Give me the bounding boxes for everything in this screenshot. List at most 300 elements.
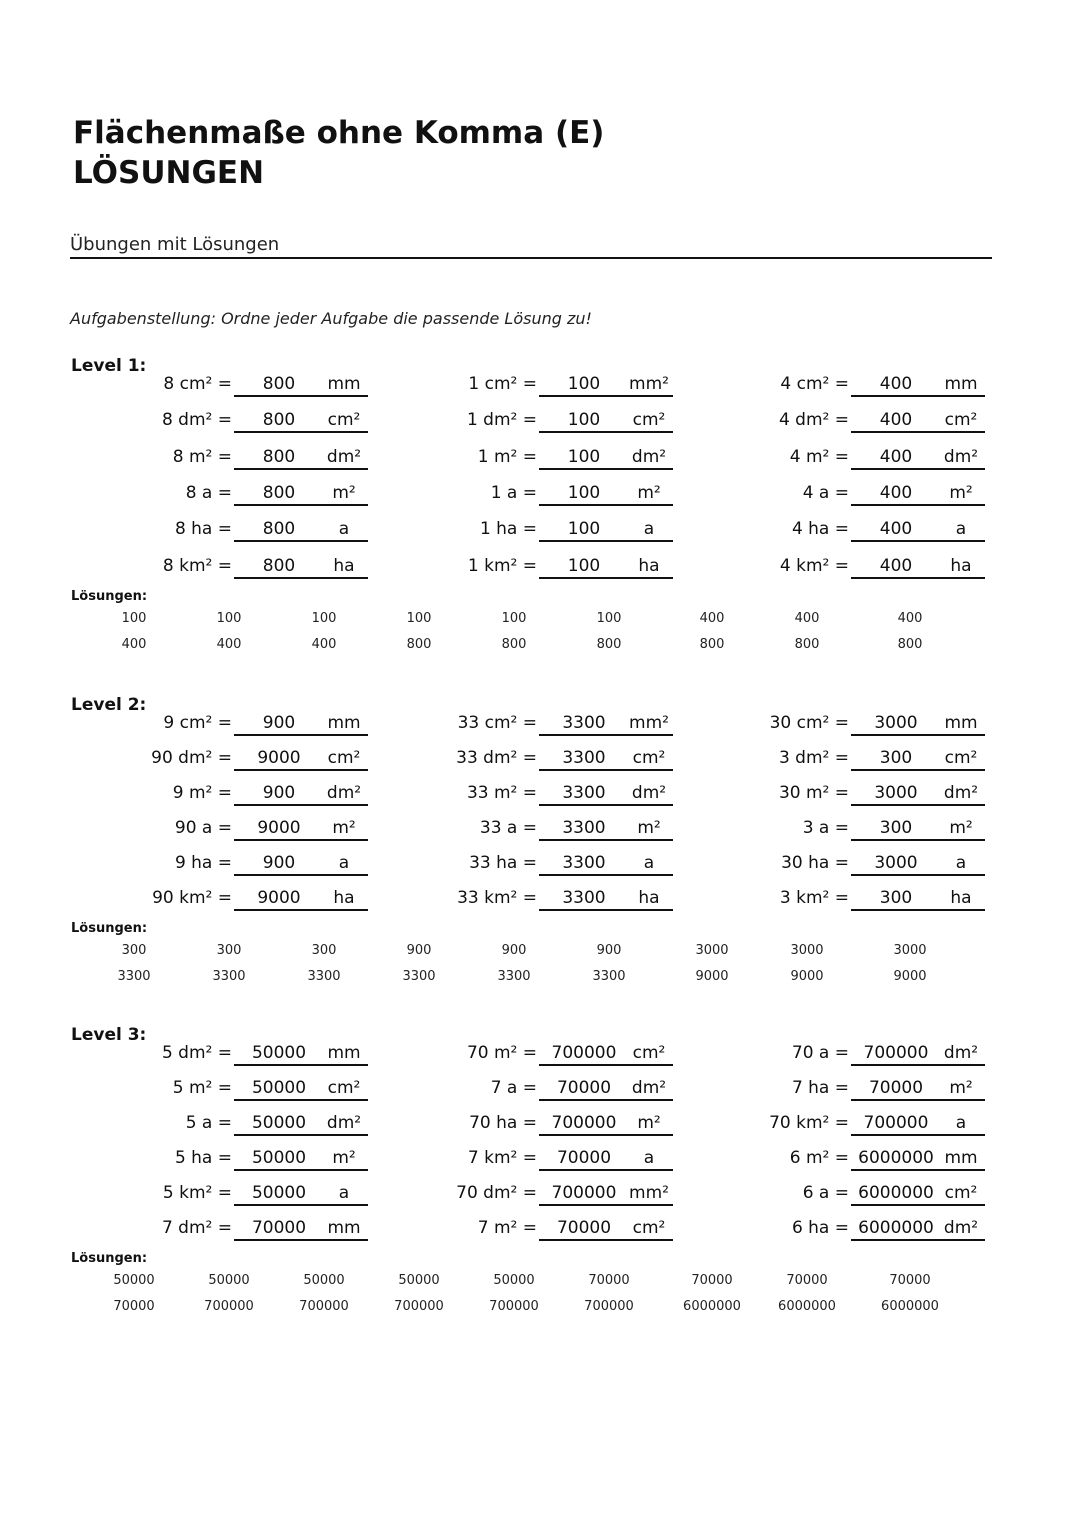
answer-value: 400 xyxy=(879,447,913,467)
answer-unit: cm² xyxy=(327,748,361,768)
answer-blank xyxy=(851,745,985,771)
answer-value: 300 xyxy=(879,818,913,838)
answer-blank xyxy=(234,407,368,433)
exercise-row xyxy=(687,444,987,470)
solution-value: 300 xyxy=(216,943,242,958)
exercise-row xyxy=(70,1110,370,1136)
exercise-prompt: 30 cm² = xyxy=(769,713,849,733)
exercise-prompt: 5 a = xyxy=(185,1113,232,1133)
answer-unit: ha xyxy=(950,556,972,576)
answer-value: 50000 xyxy=(251,1078,307,1098)
answer-blank xyxy=(539,850,673,876)
solutions-row-1 xyxy=(70,610,1010,630)
answer-value: 70000 xyxy=(556,1148,612,1168)
exercise-prompt: 90 dm² = xyxy=(151,748,232,768)
answer-value: 50000 xyxy=(251,1148,307,1168)
page-title-line-1: Flächenmaße ohne Komma (E) xyxy=(73,115,605,151)
exercise-prompt: 4 cm² = xyxy=(780,374,849,394)
answer-blank xyxy=(234,745,368,771)
answer-blank xyxy=(539,553,673,579)
answer-unit: cm² xyxy=(632,410,666,430)
exercise-prompt: 9 m² = xyxy=(172,783,232,803)
solution-value: 50000 xyxy=(493,1273,535,1288)
solution-value: 50000 xyxy=(208,1273,250,1288)
exercise-row xyxy=(70,710,370,736)
exercise-prompt: 6 a = xyxy=(802,1183,849,1203)
answer-value: 6000000 xyxy=(858,1148,934,1168)
answer-blank xyxy=(539,371,673,397)
exercise-row xyxy=(70,780,370,806)
answer-value: 800 xyxy=(262,556,296,576)
exercise-prompt: 33 a = xyxy=(479,818,537,838)
exercise-prompt: 5 km² = xyxy=(162,1183,232,1203)
answer-value: 70000 xyxy=(556,1078,612,1098)
exercise-prompt: 70 m² = xyxy=(466,1043,537,1063)
answer-value: 50000 xyxy=(251,1043,307,1063)
exercise-row xyxy=(687,371,987,397)
exercise-prompt: 33 dm² = xyxy=(456,748,537,768)
solution-value: 700000 xyxy=(584,1299,634,1314)
answer-unit: a xyxy=(643,853,655,873)
answer-value: 9000 xyxy=(257,888,301,908)
answer-blank xyxy=(539,710,673,736)
answer-unit: m² xyxy=(332,483,356,503)
answer-value: 3300 xyxy=(562,818,606,838)
exercise-prompt: 1 km² = xyxy=(467,556,537,576)
answer-unit: a xyxy=(338,519,350,539)
answer-blank xyxy=(234,516,368,542)
answer-unit: ha xyxy=(333,888,355,908)
exercise-prompt: 5 dm² = xyxy=(161,1043,232,1063)
answer-value: 3300 xyxy=(562,713,606,733)
page-subtitle: Übungen mit Lösungen xyxy=(70,233,992,259)
exercise-row xyxy=(375,780,675,806)
answer-unit: a xyxy=(643,1148,655,1168)
solution-value: 900 xyxy=(501,943,527,958)
answer-blank xyxy=(539,780,673,806)
answer-value: 800 xyxy=(262,483,296,503)
solutions-label: Lösungen: xyxy=(71,589,148,604)
solution-value: 800 xyxy=(501,637,527,652)
exercise-row xyxy=(687,1040,987,1066)
solutions-label: Lösungen: xyxy=(71,921,148,936)
answer-value: 70000 xyxy=(251,1218,307,1238)
exercise-prompt: 5 m² = xyxy=(172,1078,232,1098)
exercise-prompt: 8 km² = xyxy=(162,556,232,576)
answer-value: 400 xyxy=(879,556,913,576)
answer-blank xyxy=(234,885,368,911)
answer-blank xyxy=(234,1040,368,1066)
exercise-prompt: 33 ha = xyxy=(469,853,537,873)
answer-value: 3000 xyxy=(874,853,918,873)
solution-value: 6000000 xyxy=(778,1299,836,1314)
exercise-row xyxy=(70,815,370,841)
answer-unit: mm xyxy=(327,713,361,733)
answer-unit: mm xyxy=(944,1148,978,1168)
answer-value: 100 xyxy=(567,483,601,503)
exercise-row xyxy=(375,1075,675,1101)
solution-value: 70000 xyxy=(113,1299,155,1314)
answer-value: 700000 xyxy=(551,1043,617,1063)
exercise-prompt: 7 m² = xyxy=(477,1218,537,1238)
exercise-row xyxy=(375,1145,675,1171)
answer-blank xyxy=(234,1180,368,1206)
solution-value: 3300 xyxy=(117,969,151,984)
exercise-row xyxy=(70,407,370,433)
solution-value: 3300 xyxy=(402,969,436,984)
answer-unit: cm² xyxy=(632,1218,666,1238)
answer-unit: dm² xyxy=(326,783,362,803)
answer-unit: ha xyxy=(950,888,972,908)
answer-unit: m² xyxy=(637,818,661,838)
answer-unit: dm² xyxy=(326,1113,362,1133)
exercise-prompt: 9 ha = xyxy=(174,853,232,873)
exercise-row xyxy=(375,1110,675,1136)
answer-blank xyxy=(234,1145,368,1171)
exercise-row xyxy=(70,850,370,876)
solution-value: 3300 xyxy=(212,969,246,984)
answer-blank xyxy=(539,1215,673,1241)
answer-value: 70000 xyxy=(868,1078,924,1098)
answer-value: 700000 xyxy=(551,1113,617,1133)
exercise-prompt: 7 a = xyxy=(490,1078,537,1098)
answer-blank xyxy=(851,1040,985,1066)
solution-value: 3300 xyxy=(497,969,531,984)
solution-value: 800 xyxy=(699,637,725,652)
exercise-row xyxy=(687,780,987,806)
answer-blank xyxy=(539,407,673,433)
answer-unit: mm xyxy=(327,374,361,394)
exercise-prompt: 8 ha = xyxy=(174,519,232,539)
answer-unit: a xyxy=(643,519,655,539)
solution-value: 9000 xyxy=(790,969,824,984)
exercise-row xyxy=(687,850,987,876)
answer-unit: dm² xyxy=(631,1078,667,1098)
answer-value: 100 xyxy=(567,374,601,394)
exercise-row xyxy=(687,815,987,841)
solution-value: 100 xyxy=(121,611,147,626)
exercise-row xyxy=(687,553,987,579)
page-title xyxy=(73,113,604,193)
answer-value: 800 xyxy=(262,410,296,430)
exercise-prompt: 7 dm² = xyxy=(161,1218,232,1238)
exercise-row xyxy=(375,407,675,433)
answer-unit: m² xyxy=(637,1113,661,1133)
answer-unit: a xyxy=(955,1113,967,1133)
exercise-prompt: 7 ha = xyxy=(791,1078,849,1098)
answer-unit: mm² xyxy=(629,713,669,733)
solution-value: 800 xyxy=(794,637,820,652)
exercise-row xyxy=(375,1180,675,1206)
exercise-prompt: 1 a = xyxy=(490,483,537,503)
answer-value: 50000 xyxy=(251,1113,307,1133)
exercise-row xyxy=(375,444,675,470)
task-instruction: Aufgabenstellung: Ordne jeder Aufgabe die passende Lösung zu! xyxy=(70,309,592,328)
answer-unit: mm xyxy=(327,1218,361,1238)
answer-blank xyxy=(234,371,368,397)
exercise-prompt: 3 km² = xyxy=(779,888,849,908)
answer-unit: mm xyxy=(944,713,978,733)
solution-value: 3000 xyxy=(893,943,927,958)
answer-blank xyxy=(539,885,673,911)
exercise-prompt: 90 a = xyxy=(174,818,232,838)
answer-value: 300 xyxy=(879,748,913,768)
solution-value: 70000 xyxy=(786,1273,828,1288)
level-heading: Level 2: xyxy=(71,695,147,715)
exercise-row xyxy=(687,885,987,911)
answer-blank xyxy=(234,1075,368,1101)
answer-unit: dm² xyxy=(631,447,667,467)
solution-value: 400 xyxy=(216,637,242,652)
answer-value: 900 xyxy=(262,853,296,873)
solution-value: 70000 xyxy=(691,1273,733,1288)
exercise-prompt: 4 ha = xyxy=(791,519,849,539)
solution-value: 100 xyxy=(216,611,242,626)
exercise-prompt: 4 m² = xyxy=(789,447,849,467)
answer-unit: dm² xyxy=(943,783,979,803)
solution-value: 100 xyxy=(596,611,622,626)
answer-unit: m² xyxy=(949,483,973,503)
answer-unit: m² xyxy=(949,818,973,838)
exercise-prompt: 1 dm² = xyxy=(466,410,537,430)
solution-value: 800 xyxy=(897,637,923,652)
answer-value: 100 xyxy=(567,556,601,576)
solution-value: 400 xyxy=(794,611,820,626)
exercise-row xyxy=(70,480,370,506)
exercise-prompt: 1 m² = xyxy=(477,447,537,467)
answer-blank xyxy=(851,444,985,470)
exercise-prompt: 5 ha = xyxy=(174,1148,232,1168)
answer-blank xyxy=(851,815,985,841)
exercise-prompt: 8 cm² = xyxy=(163,374,232,394)
solution-value: 70000 xyxy=(889,1273,931,1288)
answer-value: 3300 xyxy=(562,888,606,908)
solution-value: 400 xyxy=(311,637,337,652)
exercise-prompt: 6 m² = xyxy=(789,1148,849,1168)
solution-value: 6000000 xyxy=(881,1299,939,1314)
exercise-row xyxy=(70,1145,370,1171)
solution-value: 400 xyxy=(699,611,725,626)
solutions-label: Lösungen: xyxy=(71,1251,148,1266)
exercise-prompt: 70 dm² = xyxy=(456,1183,537,1203)
answer-blank xyxy=(851,516,985,542)
exercise-row xyxy=(70,885,370,911)
solution-value: 400 xyxy=(121,637,147,652)
answer-blank xyxy=(539,815,673,841)
level-section-3 xyxy=(70,1024,1010,1344)
exercise-prompt: 6 ha = xyxy=(791,1218,849,1238)
answer-blank xyxy=(851,1145,985,1171)
exercise-row xyxy=(375,885,675,911)
exercise-prompt: 8 a = xyxy=(185,483,232,503)
solution-value: 100 xyxy=(501,611,527,626)
answer-unit: ha xyxy=(638,556,660,576)
exercise-prompt: 1 cm² = xyxy=(468,374,537,394)
solution-value: 3000 xyxy=(695,943,729,958)
level-section-1 xyxy=(70,355,1010,675)
answer-value: 100 xyxy=(567,447,601,467)
exercise-row xyxy=(70,444,370,470)
exercise-row xyxy=(70,1040,370,1066)
answer-value: 900 xyxy=(262,713,296,733)
solution-value: 9000 xyxy=(893,969,927,984)
answer-value: 400 xyxy=(879,410,913,430)
answer-unit: dm² xyxy=(943,1043,979,1063)
answer-unit: dm² xyxy=(631,783,667,803)
answer-unit: ha xyxy=(638,888,660,908)
solution-value: 700000 xyxy=(299,1299,349,1314)
answer-value: 700000 xyxy=(863,1113,929,1133)
exercise-row xyxy=(375,480,675,506)
answer-unit: m² xyxy=(949,1078,973,1098)
exercise-row xyxy=(375,710,675,736)
answer-unit: mm² xyxy=(629,1183,669,1203)
solution-value: 50000 xyxy=(303,1273,345,1288)
answer-value: 6000000 xyxy=(858,1183,934,1203)
answer-blank xyxy=(234,1215,368,1241)
answer-blank xyxy=(539,745,673,771)
exercise-prompt: 70 a = xyxy=(791,1043,849,1063)
answer-value: 400 xyxy=(879,519,913,539)
answer-unit: mm xyxy=(327,1043,361,1063)
exercise-row xyxy=(70,1180,370,1206)
answer-blank xyxy=(234,480,368,506)
solutions-row-2 xyxy=(70,968,1010,988)
solution-value: 300 xyxy=(121,943,147,958)
exercise-prompt: 8 m² = xyxy=(172,447,232,467)
answer-blank xyxy=(539,516,673,542)
answer-blank xyxy=(851,850,985,876)
exercise-row xyxy=(70,516,370,542)
answer-blank xyxy=(851,885,985,911)
level-heading: Level 3: xyxy=(71,1025,147,1045)
solutions-row-1 xyxy=(70,942,1010,962)
answer-blank xyxy=(851,371,985,397)
solution-value: 50000 xyxy=(398,1273,440,1288)
solution-value: 800 xyxy=(596,637,622,652)
answer-unit: a xyxy=(338,853,350,873)
answer-value: 400 xyxy=(879,483,913,503)
solution-value: 900 xyxy=(406,943,432,958)
answer-blank xyxy=(539,1110,673,1136)
answer-value: 9000 xyxy=(257,748,301,768)
answer-blank xyxy=(851,407,985,433)
solutions-row-2 xyxy=(70,636,1010,656)
exercise-prompt: 33 cm² = xyxy=(457,713,537,733)
solution-value: 3000 xyxy=(790,943,824,958)
answer-blank xyxy=(234,444,368,470)
exercise-row xyxy=(375,371,675,397)
exercise-row xyxy=(70,553,370,579)
exercise-row xyxy=(70,745,370,771)
exercise-row xyxy=(687,1145,987,1171)
answer-blank xyxy=(851,780,985,806)
answer-blank xyxy=(539,1145,673,1171)
answer-blank xyxy=(539,1075,673,1101)
exercise-prompt: 70 ha = xyxy=(469,1113,537,1133)
answer-value: 700000 xyxy=(551,1183,617,1203)
exercise-row xyxy=(375,850,675,876)
answer-value: 800 xyxy=(262,447,296,467)
answer-unit: cm² xyxy=(632,748,666,768)
solution-value: 100 xyxy=(311,611,337,626)
answer-blank xyxy=(234,815,368,841)
exercise-row xyxy=(687,710,987,736)
exercise-row xyxy=(375,516,675,542)
exercise-row xyxy=(687,1180,987,1206)
answer-unit: dm² xyxy=(943,1218,979,1238)
answer-value: 3000 xyxy=(874,783,918,803)
answer-value: 3300 xyxy=(562,853,606,873)
exercise-row xyxy=(70,1215,370,1241)
answer-blank xyxy=(851,553,985,579)
exercise-row xyxy=(375,815,675,841)
answer-unit: dm² xyxy=(326,447,362,467)
exercise-row xyxy=(687,407,987,433)
exercise-prompt: 30 m² = xyxy=(778,783,849,803)
answer-unit: cm² xyxy=(944,748,978,768)
answer-value: 70000 xyxy=(556,1218,612,1238)
solution-value: 700000 xyxy=(489,1299,539,1314)
answer-value: 900 xyxy=(262,783,296,803)
answer-unit: cm² xyxy=(944,1183,978,1203)
exercise-row xyxy=(687,1215,987,1241)
solution-value: 9000 xyxy=(695,969,729,984)
answer-unit: a xyxy=(338,1183,350,1203)
solution-value: 900 xyxy=(596,943,622,958)
solution-value: 3300 xyxy=(307,969,341,984)
exercise-row xyxy=(70,371,370,397)
answer-unit: ha xyxy=(333,556,355,576)
exercise-row xyxy=(687,516,987,542)
solutions-row-1 xyxy=(70,1272,1010,1292)
answer-unit: mm xyxy=(944,374,978,394)
exercise-prompt: 33 m² = xyxy=(466,783,537,803)
answer-blank xyxy=(851,1180,985,1206)
answer-unit: cm² xyxy=(327,1078,361,1098)
answer-blank xyxy=(851,710,985,736)
exercise-prompt: 4 a = xyxy=(802,483,849,503)
solution-value: 3300 xyxy=(592,969,626,984)
answer-unit: m² xyxy=(332,1148,356,1168)
solution-value: 800 xyxy=(406,637,432,652)
answer-value: 100 xyxy=(567,519,601,539)
answer-value: 800 xyxy=(262,519,296,539)
answer-blank xyxy=(234,553,368,579)
answer-value: 100 xyxy=(567,410,601,430)
level-heading: Level 1: xyxy=(71,356,147,376)
answer-value: 400 xyxy=(879,374,913,394)
exercise-prompt: 1 ha = xyxy=(479,519,537,539)
page-title-line-2: LÖSUNGEN xyxy=(73,155,265,191)
solution-value: 300 xyxy=(311,943,337,958)
exercise-row xyxy=(687,480,987,506)
exercise-prompt: 90 km² = xyxy=(152,888,232,908)
solution-value: 700000 xyxy=(394,1299,444,1314)
solution-value: 700000 xyxy=(204,1299,254,1314)
answer-unit: cm² xyxy=(632,1043,666,1063)
exercise-prompt: 30 ha = xyxy=(781,853,849,873)
answer-value: 300 xyxy=(879,888,913,908)
answer-blank xyxy=(234,780,368,806)
answer-value: 3300 xyxy=(562,783,606,803)
exercise-row xyxy=(375,745,675,771)
exercise-prompt: 3 a = xyxy=(802,818,849,838)
answer-unit: m² xyxy=(637,483,661,503)
exercise-prompt: 7 km² = xyxy=(467,1148,537,1168)
answer-unit: a xyxy=(955,853,967,873)
answer-unit: m² xyxy=(332,818,356,838)
